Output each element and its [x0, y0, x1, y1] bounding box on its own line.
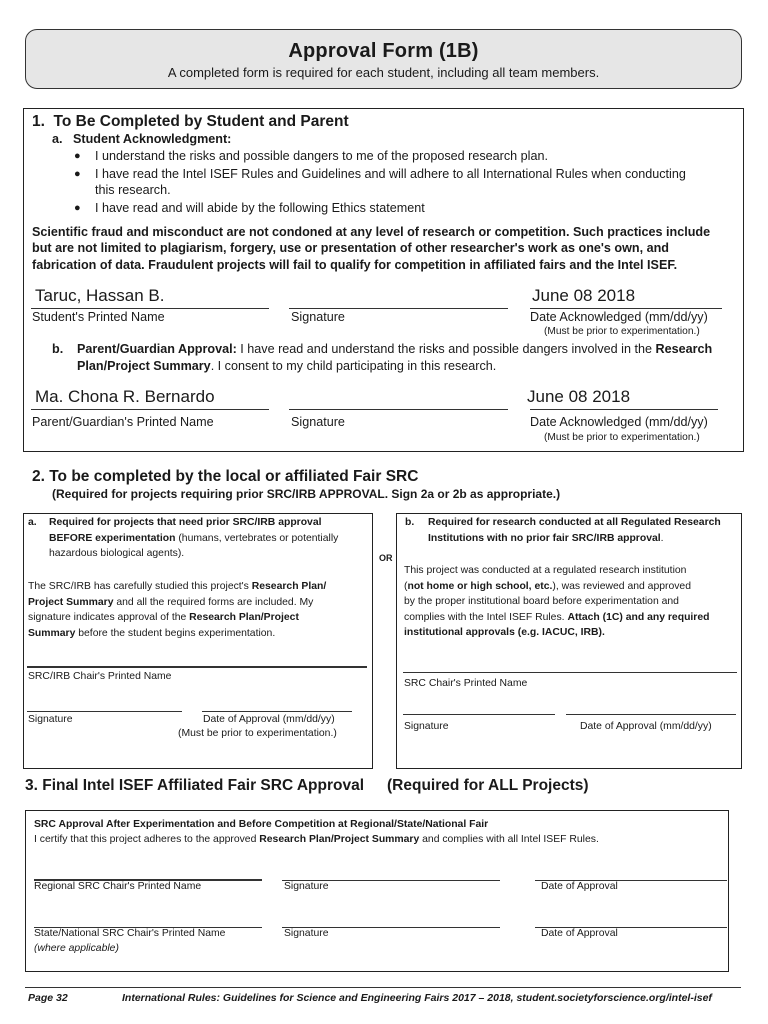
section2a-p2b: and all the required forms are included. My	[113, 596, 314, 608]
section1-b-label: b.	[52, 342, 64, 356]
parent-signature-line	[289, 409, 508, 410]
regional-date-label: Date of Approval	[541, 881, 618, 892]
section2b-p2a: (	[404, 580, 408, 592]
section2b-p2c: ), was reviewed and approved	[552, 580, 691, 592]
section2b-signature-label: Signature	[404, 721, 449, 732]
section2a-title-1: Required for projects that need prior SRC/IRB approval	[49, 517, 322, 528]
state-date-label: Date of Approval	[541, 928, 618, 939]
section2b-label: b.	[405, 517, 415, 528]
section3-certify-b: Research Plan/Project Summary	[259, 834, 420, 845]
section2a-label: a.	[28, 517, 37, 528]
section2a-prior-note: (Must be prior to experimentation.)	[178, 728, 337, 739]
section3-title: SRC Approval After Experimentation and Before Competition at Regional/State/National Fair	[34, 819, 489, 830]
section2b-p5: institutional approvals (e.g. IACUC, IRB).	[404, 627, 605, 638]
section2b-p4a: complies with the Intel ISEF Rules.	[404, 611, 568, 623]
src-irb-chair-line[interactable]	[27, 666, 367, 668]
src-chair-label: SRC Chair's Printed Name	[404, 678, 528, 689]
footer-page-number: Page 32	[28, 992, 68, 1004]
bullet-icon: ●	[74, 168, 81, 180]
ethics-line-1: Scientific fraud and misconduct are not condoned at any level of research or competition. Such practices include	[32, 225, 711, 239]
section2a-p3b: Research Plan/Project	[189, 612, 299, 623]
parent-approval-bold: Parent/Guardian Approval:	[77, 342, 237, 356]
or-label: OR	[379, 553, 393, 563]
state-signature-label: Signature	[284, 928, 329, 939]
student-name-value[interactable]: Taruc, Hassan B.	[35, 286, 165, 305]
section2a-p2a: Project Summary	[28, 596, 114, 608]
student-prior-note: (Must be prior to experimentation.)	[544, 326, 700, 337]
parent-approval-text	[77, 341, 737, 375]
section3-certify-c: and complies with all Intel ISEF Rules.	[419, 834, 599, 845]
parent-approval-text-1: I have read and understand the risks and possible dangers involved in the	[236, 342, 656, 356]
section2a-title	[49, 515, 369, 562]
student-signature-label: Signature	[291, 310, 345, 324]
form-subtitle: A completed form is required for each student, including all team members.	[167, 65, 600, 80]
section2a-p1a: The SRC/IRB has carefully studied this project's	[28, 581, 252, 592]
parent-prior-note: (Must be prior to experimentation.)	[544, 432, 700, 443]
parent-approval-bold-3: Plan/Project Summary	[77, 359, 211, 373]
parent-approval-text-2: . I consent to my child participating in this research.	[210, 359, 497, 373]
parent-signature-label: Signature	[291, 415, 345, 429]
parent-name-label: Parent/Guardian's Printed Name	[32, 415, 214, 429]
section2a-p3a: signature indicates approval of the	[28, 612, 190, 623]
section2b-p2b: not home or high school, etc.	[407, 580, 553, 592]
section2a-p4a: Summary	[28, 627, 76, 639]
section2b-p3: by the proper institutional board before experimentation and	[404, 596, 679, 607]
section2b-date-line[interactable]	[566, 714, 736, 715]
section3-heading-note: (Required for ALL Projects)	[387, 777, 589, 794]
parent-date-label: Date Acknowledged (mm/dd/yy)	[530, 415, 708, 429]
bullet-icon: ●	[74, 202, 81, 214]
footer-divider	[25, 987, 741, 988]
ack-bullet-1: I understand the risks and possible dangers to me of the proposed research plan.	[95, 149, 548, 163]
section2a-title-2-rest: (humans, vertebrates or potentially	[175, 532, 339, 544]
section2b-title-1: Required for research conducted at all Regulated Research	[428, 517, 721, 528]
student-ack-title: Student Acknowledgment:	[73, 132, 232, 146]
section2-heading: 2. To be completed by the local or affiliated Fair SRC	[32, 468, 419, 485]
ethics-line-2: but are not limited to plagiarism, forgery, use or presentation of other researcher's work as one's own, and	[32, 241, 669, 255]
form-header	[25, 29, 742, 89]
form-title: Approval Form (1B)	[288, 40, 479, 62]
section2a-paragraph	[28, 579, 368, 641]
state-chair-label: State/National SRC Chair's Printed Name	[34, 928, 226, 939]
section2a-title-3: hazardous biological agents).	[49, 548, 185, 559]
parent-name-line	[31, 409, 269, 410]
section2b-date-label: Date of Approval (mm/dd/yy)	[580, 721, 712, 732]
ack-bullet-2: I have read the Intel ISEF Rules and Guidelines and will adhere to all International Rules when conducting	[95, 167, 686, 181]
parent-date-line	[530, 409, 718, 410]
src-chair-line[interactable]	[403, 672, 737, 673]
section3-certify-a: I certify that this project adheres to the approved	[34, 834, 260, 845]
student-date-label: Date Acknowledged (mm/dd/yy)	[530, 310, 708, 324]
bullet-icon: ●	[74, 150, 81, 162]
section2b-paragraph	[404, 563, 740, 641]
parent-date-value[interactable]: June 08 2018	[527, 387, 631, 406]
ethics-line-3: fabrication of data. Fraudulent projects will fail to qualify for competition in affiliated fairs and the Intel ISEF.	[32, 258, 678, 272]
regional-chair-label: Regional SRC Chair's Printed Name	[34, 881, 202, 892]
section2a-title-2-bold: BEFORE experimentation	[49, 532, 176, 544]
src-irb-chair-label: SRC/IRB Chair's Printed Name	[28, 671, 172, 682]
ack-bullet-3: I have read and will abide by the following Ethics statement	[95, 201, 425, 215]
section2b-title	[428, 515, 740, 546]
section3-certify	[34, 832, 599, 848]
section1-a-label: a.	[52, 132, 63, 146]
parent-approval-bold-2: Research	[655, 342, 713, 356]
section2b-signature-line[interactable]	[403, 714, 555, 715]
section2a-p1b: Research Plan/	[251, 581, 327, 592]
section2b-p1: This project was conducted at a regulated research institution	[404, 565, 687, 576]
section3-heading: 3. Final Intel ISEF Affiliated Fair SRC Approval	[25, 777, 365, 794]
section1-heading: 1. To Be Completed by Student and Parent	[32, 113, 349, 130]
regional-signature-label: Signature	[284, 881, 329, 892]
section2b-p4b: Attach (1C) and any required	[567, 611, 710, 623]
section2a-date-label: Date of Approval (mm/dd/yy)	[203, 714, 335, 725]
ack-bullet-2-cont: this research.	[95, 183, 171, 197]
footer-text: International Rules: Guidelines for Science and Engineering Fairs 2017 – 2018, student.societyforscience.org/intel-isef	[122, 992, 712, 1004]
section2a-signature-label: Signature	[28, 714, 73, 725]
section2a-p4b: before the student begins experimentation.	[75, 627, 276, 639]
section2-subheading: (Required for projects requiring prior SRC/IRB APPROVAL. Sign 2a or 2b as appropriate.)	[52, 487, 561, 501]
where-applicable-note: (where applicable)	[34, 943, 119, 954]
student-date-value[interactable]: June 08 2018	[532, 286, 636, 305]
parent-name-value[interactable]: Ma. Chona R. Bernardo	[35, 387, 215, 406]
section2b-title-2-end: .	[660, 532, 664, 544]
student-name-label: Student's Printed Name	[32, 310, 165, 324]
section2b-title-2: Institutions with no prior fair SRC/IRB approval	[428, 532, 661, 544]
